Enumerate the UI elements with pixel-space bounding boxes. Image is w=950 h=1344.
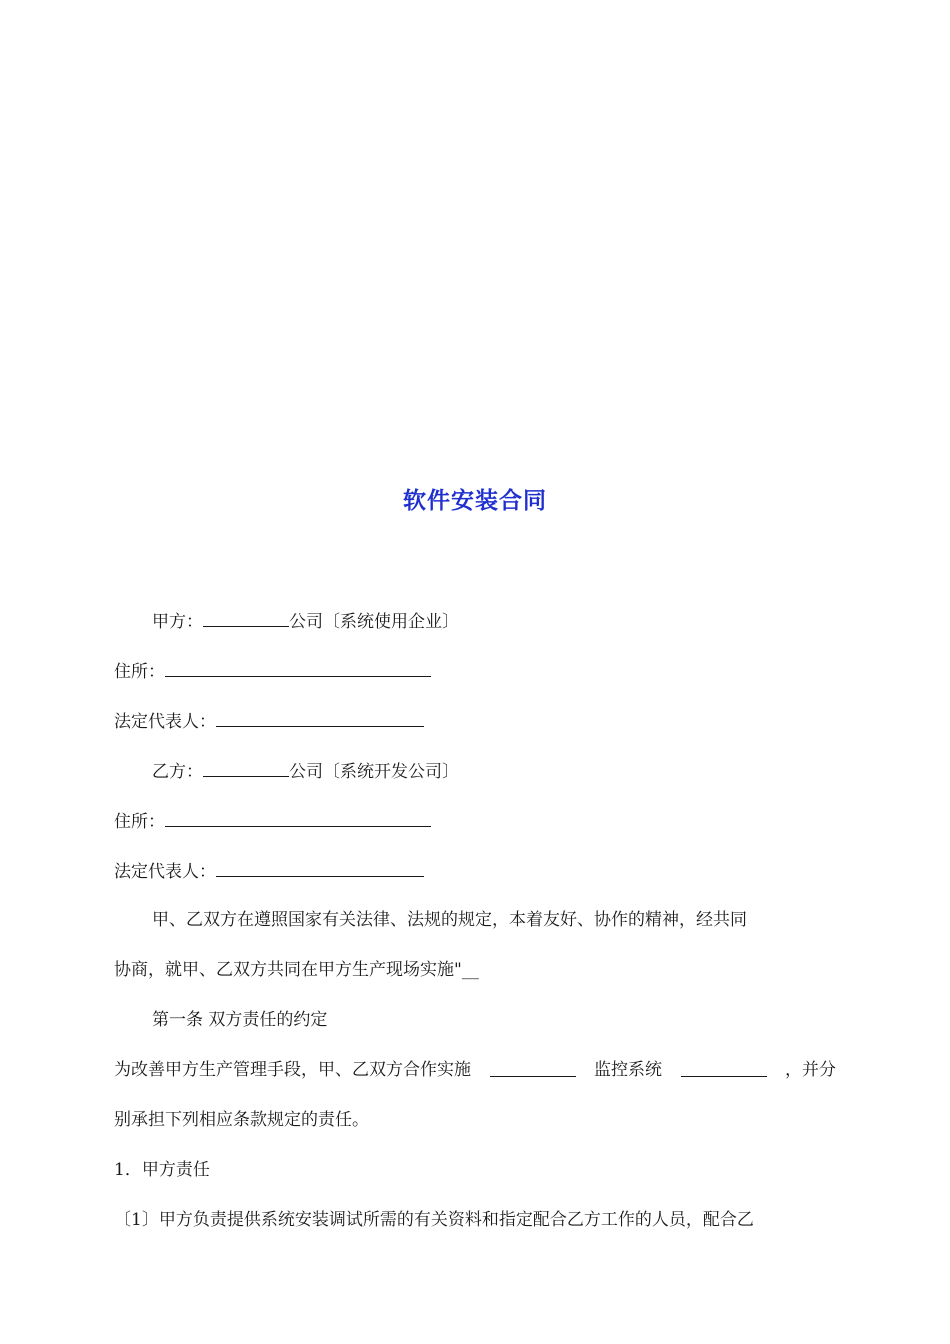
party-b-rep-blank[interactable]	[216, 858, 424, 877]
party-b-company-suffix: 公司〔系统开发公司〕	[289, 762, 459, 782]
party-a-line	[152, 608, 459, 634]
party-b-address-blank[interactable]	[165, 808, 431, 827]
party-a-rep-label: 法定代表人：	[114, 712, 216, 732]
party-a-address-label: 住所：	[114, 662, 165, 682]
party-b-company-blank[interactable]	[203, 758, 289, 777]
article-1-line-1	[114, 1058, 836, 1082]
article-1-line-1-part-a: 为改善甲方生产管理手段，甲、乙双方合作实施	[114, 1060, 471, 1080]
party-b-address-line	[114, 808, 431, 834]
system-name-blank[interactable]	[681, 1058, 767, 1077]
article-1-heading: 第一条 双方责任的约定	[152, 1010, 328, 1030]
party-a-company-suffix: 公司〔系统使用企业〕	[289, 612, 459, 632]
article-1-line-1-part-b: 监控系统	[594, 1060, 662, 1080]
article-1-line-2: 别承担下列相应条款规定的责任。	[114, 1110, 369, 1130]
party-b-label: 乙方：	[152, 762, 203, 782]
document-title: 软件安装合同	[403, 488, 547, 514]
section-1-heading: 1．甲方责任	[114, 1160, 210, 1180]
party-a-address-blank[interactable]	[165, 658, 431, 677]
article-1-line-1-part-c: ，并分	[785, 1060, 836, 1080]
party-a-rep-blank[interactable]	[216, 708, 424, 727]
party-b-line	[152, 758, 459, 784]
project-name-blank[interactable]	[490, 1058, 576, 1077]
party-a-address-line	[114, 658, 431, 684]
party-b-address-label: 住所：	[114, 812, 165, 832]
preamble-line-2: 协商，就甲、乙双方共同在甲方生产现场实施"__	[114, 960, 479, 980]
party-b-rep-line	[114, 858, 424, 884]
party-b-rep-label: 法定代表人：	[114, 862, 216, 882]
item-1-line: 〔1〕甲方负责提供系统安装调试所需的有关资料和指定配合乙方工作的人员，配合乙	[114, 1210, 754, 1230]
party-a-company-blank[interactable]	[203, 608, 289, 627]
preamble-line-1: 甲、乙双方在遵照国家有关法律、法规的规定，本着友好、协作的精神，经共同	[152, 910, 747, 930]
party-a-label: 甲方：	[152, 612, 203, 632]
party-a-rep-line	[114, 708, 424, 734]
